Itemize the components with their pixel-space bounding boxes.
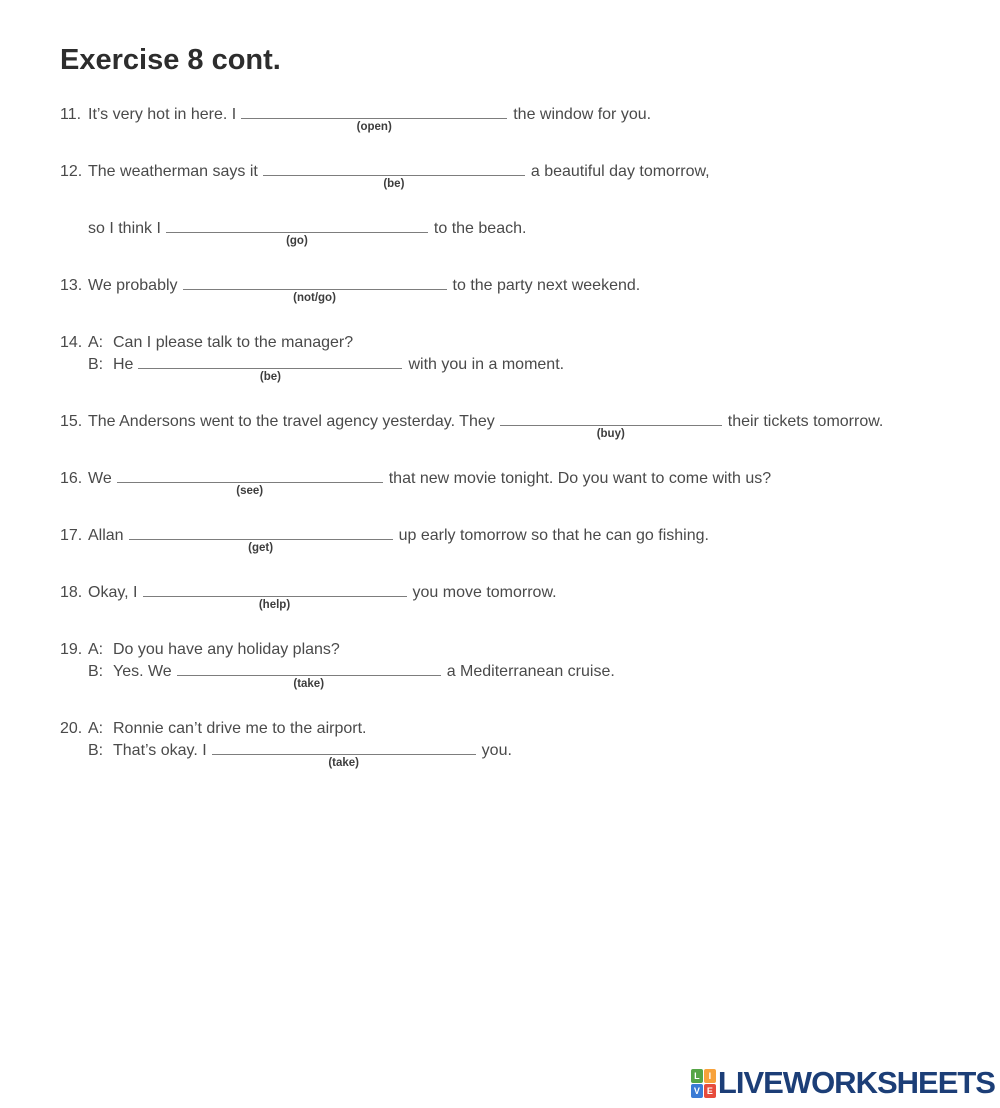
item-number: 12. bbox=[60, 163, 83, 180]
verb-hint: (be) bbox=[383, 178, 405, 190]
speaker-label: A: bbox=[88, 641, 104, 658]
speaker-label: B: bbox=[88, 356, 104, 373]
sentence-text: That’s okay. I bbox=[113, 742, 207, 759]
worksheet-line bbox=[60, 718, 970, 740]
exercise-items bbox=[60, 104, 970, 778]
item-number: 20. bbox=[60, 720, 83, 737]
item-number: 16. bbox=[60, 470, 83, 487]
liveworksheets-wordmark: LIVEWORKSHEETS bbox=[717, 1065, 995, 1100]
answer-blank[interactable] bbox=[500, 411, 722, 440]
worksheet-line bbox=[60, 354, 970, 392]
sentence-text: Can I please talk to the manager? bbox=[113, 334, 354, 351]
sentence-text: their tickets tomorrow. bbox=[727, 413, 884, 430]
verb-hint: (get) bbox=[248, 542, 274, 554]
sentence-text: a beautiful day tomorrow, bbox=[530, 163, 710, 180]
sentence-text: He bbox=[113, 356, 134, 373]
worksheet-line bbox=[60, 218, 970, 256]
verb-hint: (not/go) bbox=[293, 292, 336, 304]
sentence-text: The weatherman says it bbox=[88, 163, 258, 180]
logo-letter-e-icon: E bbox=[704, 1084, 716, 1098]
verb-hint: (go) bbox=[286, 235, 308, 247]
sentence-text: We probably bbox=[88, 277, 178, 294]
sentence-text: Okay, I bbox=[88, 584, 138, 601]
sentence-text: We bbox=[88, 470, 112, 487]
verb-hint: (open) bbox=[356, 121, 392, 133]
sentence-text: with you in a moment. bbox=[408, 356, 565, 373]
item-number: 15. bbox=[60, 413, 83, 430]
worksheet-line bbox=[60, 661, 970, 699]
answer-blank[interactable] bbox=[129, 525, 393, 554]
item-number: 13. bbox=[60, 277, 83, 294]
verb-hint: (take) bbox=[328, 757, 360, 769]
speaker-label: A: bbox=[88, 334, 104, 351]
sentence-text: you. bbox=[481, 742, 512, 759]
logo-letter-v-icon: V bbox=[691, 1084, 703, 1098]
sentence-text: Do you have any holiday plans? bbox=[113, 641, 340, 658]
item-number: 14. bbox=[60, 334, 83, 351]
liveworksheets-logo bbox=[691, 1067, 995, 1099]
liveworksheets-squares-icon bbox=[691, 1069, 716, 1098]
sentence-text: the window for you. bbox=[513, 106, 652, 123]
item-number: 11. bbox=[60, 106, 82, 123]
speaker-label: B: bbox=[88, 663, 104, 680]
sentence-text: The Andersons went to the travel agency yesterday. They bbox=[88, 413, 495, 430]
worksheet-line bbox=[60, 411, 970, 449]
sentence-text: you move tomorrow. bbox=[412, 584, 557, 601]
verb-hint: (buy) bbox=[596, 428, 625, 440]
worksheet-line bbox=[60, 275, 970, 313]
answer-blank[interactable] bbox=[183, 275, 447, 304]
sentence-text: a Mediterranean cruise. bbox=[446, 663, 615, 680]
worksheet-line bbox=[60, 104, 970, 142]
answer-blank[interactable] bbox=[117, 468, 383, 497]
answer-blank[interactable] bbox=[143, 582, 407, 611]
worksheet-line bbox=[60, 582, 970, 620]
speaker-label: A: bbox=[88, 720, 104, 737]
worksheet-line bbox=[60, 740, 970, 778]
worksheet-line bbox=[60, 639, 970, 661]
logo-letter-i-icon: I bbox=[704, 1069, 716, 1083]
answer-blank[interactable] bbox=[166, 218, 428, 247]
sentence-text: to the beach. bbox=[433, 220, 527, 237]
verb-hint: (take) bbox=[293, 678, 325, 690]
worksheet-line bbox=[60, 332, 970, 354]
sentence-text: that new movie tonight. Do you want to come with us? bbox=[388, 470, 772, 487]
answer-blank[interactable] bbox=[212, 740, 476, 769]
worksheet-line bbox=[60, 468, 970, 506]
speaker-label: B: bbox=[88, 742, 104, 759]
worksheet-line bbox=[60, 161, 970, 199]
page-title: Exercise 8 cont. bbox=[60, 44, 281, 76]
item-number: 19. bbox=[60, 641, 83, 658]
logo-letter-l-icon: L bbox=[691, 1069, 703, 1083]
answer-blank[interactable] bbox=[263, 161, 525, 190]
sentence-text: up early tomorrow so that he can go fishing. bbox=[398, 527, 709, 544]
verb-hint: (be) bbox=[259, 371, 281, 383]
verb-hint: (help) bbox=[258, 599, 291, 611]
answer-blank[interactable] bbox=[138, 354, 402, 383]
answer-blank[interactable] bbox=[177, 661, 441, 690]
sentence-text: Ronnie can’t drive me to the airport. bbox=[113, 720, 367, 737]
worksheet-line bbox=[60, 525, 970, 563]
item-number: 18. bbox=[60, 584, 83, 601]
sentence-text: so I think I bbox=[88, 220, 161, 237]
sentence-text: to the party next weekend. bbox=[452, 277, 641, 294]
sentence-text: It’s very hot in here. I bbox=[88, 106, 237, 123]
answer-blank[interactable] bbox=[241, 104, 507, 133]
sentence-text: Yes. We bbox=[113, 663, 172, 680]
item-number: 17. bbox=[60, 527, 83, 544]
sentence-text: Allan bbox=[88, 527, 124, 544]
verb-hint: (see) bbox=[236, 485, 264, 497]
